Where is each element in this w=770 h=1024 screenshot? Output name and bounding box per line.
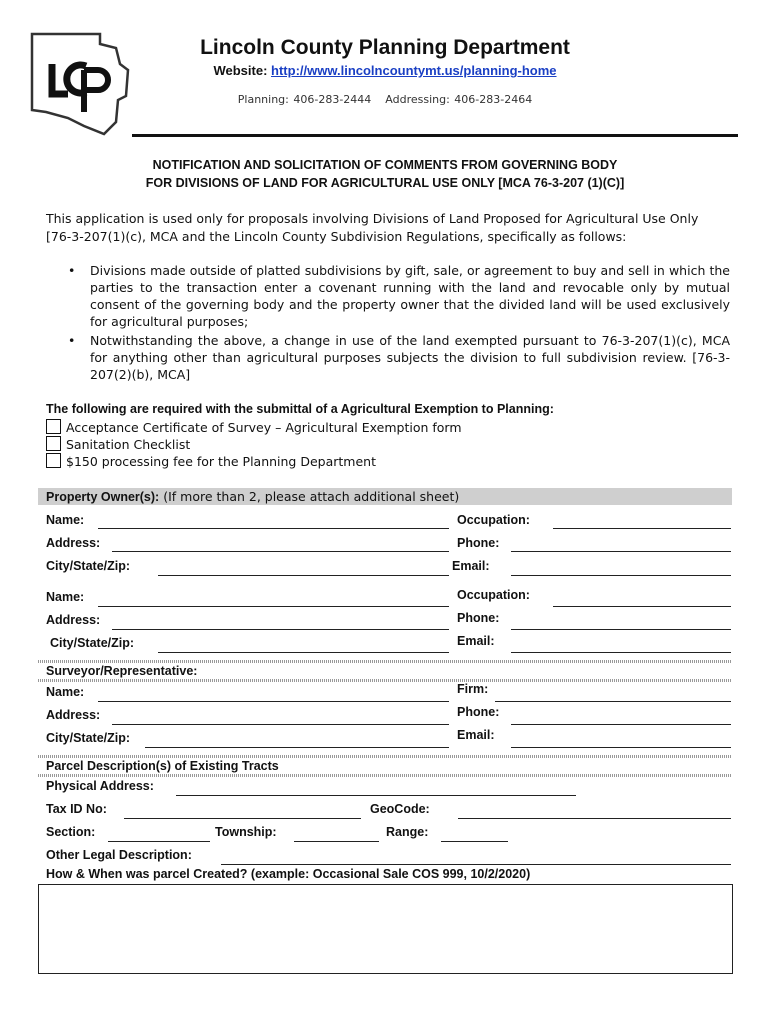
owner2-city-label: City/State/Zip: — [50, 636, 135, 650]
owners-section-title: Property Owner(s): — [46, 490, 160, 504]
owner2-email-label: Email: — [457, 634, 495, 648]
website-link[interactable]: http://www.lincolncountymt.us/planning-home — [271, 63, 557, 78]
surveyor-email-label: Email: — [457, 728, 495, 742]
county-map-logo-graphic — [28, 30, 132, 138]
bullet-icon: • — [68, 263, 76, 278]
requirement-checkbox-row — [46, 436, 190, 453]
surveyor-city-label: City/State/Zip: — [46, 731, 131, 745]
owner1-name-label: Name: — [46, 513, 85, 527]
bullet-item — [68, 332, 732, 384]
phone-line — [130, 93, 640, 106]
range-label: Range: — [386, 825, 429, 839]
section-divider — [38, 679, 732, 682]
checkbox[interactable] — [46, 436, 61, 451]
owner1-phone-field[interactable] — [511, 551, 731, 552]
surveyor-email-field[interactable] — [511, 747, 731, 748]
owner1-phone-label: Phone: — [457, 536, 500, 550]
owner1-address-label: Address: — [46, 536, 101, 550]
owners-section-note: (If more than 2, please attach additional sheet) — [163, 489, 460, 504]
township-field[interactable] — [294, 841, 379, 842]
website-label: Website: — [213, 63, 268, 78]
parcel-section-title: Parcel Description(s) of Existing Tracts — [46, 759, 279, 773]
form-title-line2: FOR DIVISIONS OF LAND FOR AGRICULTURAL USE ONLY [MCA 76-3-207 (1)(C)] — [145, 176, 625, 190]
township-label: Township: — [215, 825, 277, 839]
planning-phone: Planning: 406-283-2444 — [237, 93, 372, 106]
physical-address-label: Physical Address: — [46, 779, 154, 793]
how-when-textarea[interactable] — [38, 884, 733, 974]
owner1-email-label: Email: — [452, 559, 490, 573]
surveyor-phone-label: Phone: — [457, 705, 500, 719]
owner1-name-field[interactable] — [98, 528, 449, 529]
form-title-line1: NOTIFICATION AND SOLICITATION OF COMMENTS FROM GOVERNING BODY — [152, 158, 618, 172]
section-divider — [38, 755, 732, 758]
county-logo — [28, 30, 132, 138]
geocode-label: GeoCode: — [370, 802, 430, 816]
owner1-occupation-field[interactable] — [553, 528, 731, 529]
surveyor-name-field[interactable] — [98, 701, 449, 702]
how-when-label: How & When was parcel Created? (example: Occasional Sale COS 999, 10/2/2020) — [46, 867, 531, 881]
geocode-field[interactable] — [458, 818, 731, 819]
requirement-label: Acceptance Certificate of Survey – Agricultural Exemption form — [66, 420, 462, 435]
owner2-occupation-label: Occupation: — [457, 588, 530, 602]
surveyor-name-label: Name: — [46, 685, 85, 699]
owner2-name-label: Name: — [46, 590, 85, 604]
owner1-occupation-label: Occupation: — [457, 513, 530, 527]
surveyor-phone-field[interactable] — [511, 724, 731, 725]
website-line — [130, 63, 640, 78]
owner2-name-field[interactable] — [98, 606, 449, 607]
header-divider — [132, 134, 738, 137]
owner1-city-field[interactable] — [158, 575, 449, 576]
physical-address-field[interactable] — [176, 795, 576, 796]
checkbox[interactable] — [46, 419, 61, 434]
section-field[interactable] — [108, 841, 210, 842]
tax-id-label: Tax ID No: — [46, 802, 107, 816]
owner2-phone-field[interactable] — [511, 629, 731, 630]
surveyor-section-title: Surveyor/Representative: — [46, 664, 198, 678]
requirement-label: $150 processing fee for the Planning Department — [66, 454, 376, 469]
bullet-icon: • — [68, 333, 76, 348]
other-legal-label: Other Legal Description: — [46, 848, 192, 862]
intro-line1: This application is used only for proposals involving Divisions of Land Proposed for Agricultural Use Only — [46, 211, 699, 226]
bullet-text: Notwithstanding the above, a change in use of the land exempted pursuant to 76-3-207(1)(c), MCA for anything other than agricultural purposes subjects the division to full subdivision review. [76-3-207(2)(b), MCA] — [90, 333, 730, 382]
section-label: Section: — [46, 825, 96, 839]
owner2-city-field[interactable] — [158, 652, 449, 653]
section-divider — [38, 774, 732, 777]
checkbox[interactable] — [46, 453, 61, 468]
addressing-phone: Addressing: 406-283-2464 — [385, 93, 533, 106]
owners-section-header — [38, 488, 732, 505]
owner2-email-field[interactable] — [511, 652, 731, 653]
tax-id-field[interactable] — [124, 818, 361, 819]
surveyor-city-field[interactable] — [145, 747, 449, 748]
owner2-address-label: Address: — [46, 613, 101, 627]
surveyor-firm-label: Firm: — [457, 682, 489, 696]
surveyor-address-field[interactable] — [112, 724, 449, 725]
other-legal-field[interactable] — [221, 864, 731, 865]
owner2-phone-label: Phone: — [457, 611, 500, 625]
surveyor-firm-field[interactable] — [495, 701, 731, 702]
requirement-checkbox-row — [46, 419, 462, 436]
bullet-text: Divisions made outside of platted subdivisions by gift, sale, or agreement to buy and sell in which the parties to the transaction enter a covenant running with the land and revocable only by mutual consent of the governing body and the property owner that the divided land will be used exclusively for agricultural purposes; — [90, 263, 730, 329]
department-title: Lincoln County Planning Department — [200, 36, 570, 59]
owner2-address-field[interactable] — [112, 629, 449, 630]
owner1-email-field[interactable] — [511, 575, 731, 576]
requirement-checkbox-row — [46, 453, 376, 470]
range-field[interactable] — [441, 841, 508, 842]
surveyor-address-label: Address: — [46, 708, 101, 722]
owner1-city-label: City/State/Zip: — [46, 559, 131, 573]
intro-line2: [76-3-207(1)(c), MCA and the Lincoln County Subdivision Regulations, specifically as follows: — [46, 229, 627, 244]
bullet-item — [68, 262, 732, 330]
requirement-label: Sanitation Checklist — [66, 437, 191, 452]
owner1-address-field[interactable] — [112, 551, 449, 552]
owner2-occupation-field[interactable] — [553, 606, 731, 607]
requirements-heading: The following are required with the submittal of a Agricultural Exemption to Planning: — [46, 402, 554, 416]
section-divider — [38, 660, 732, 663]
